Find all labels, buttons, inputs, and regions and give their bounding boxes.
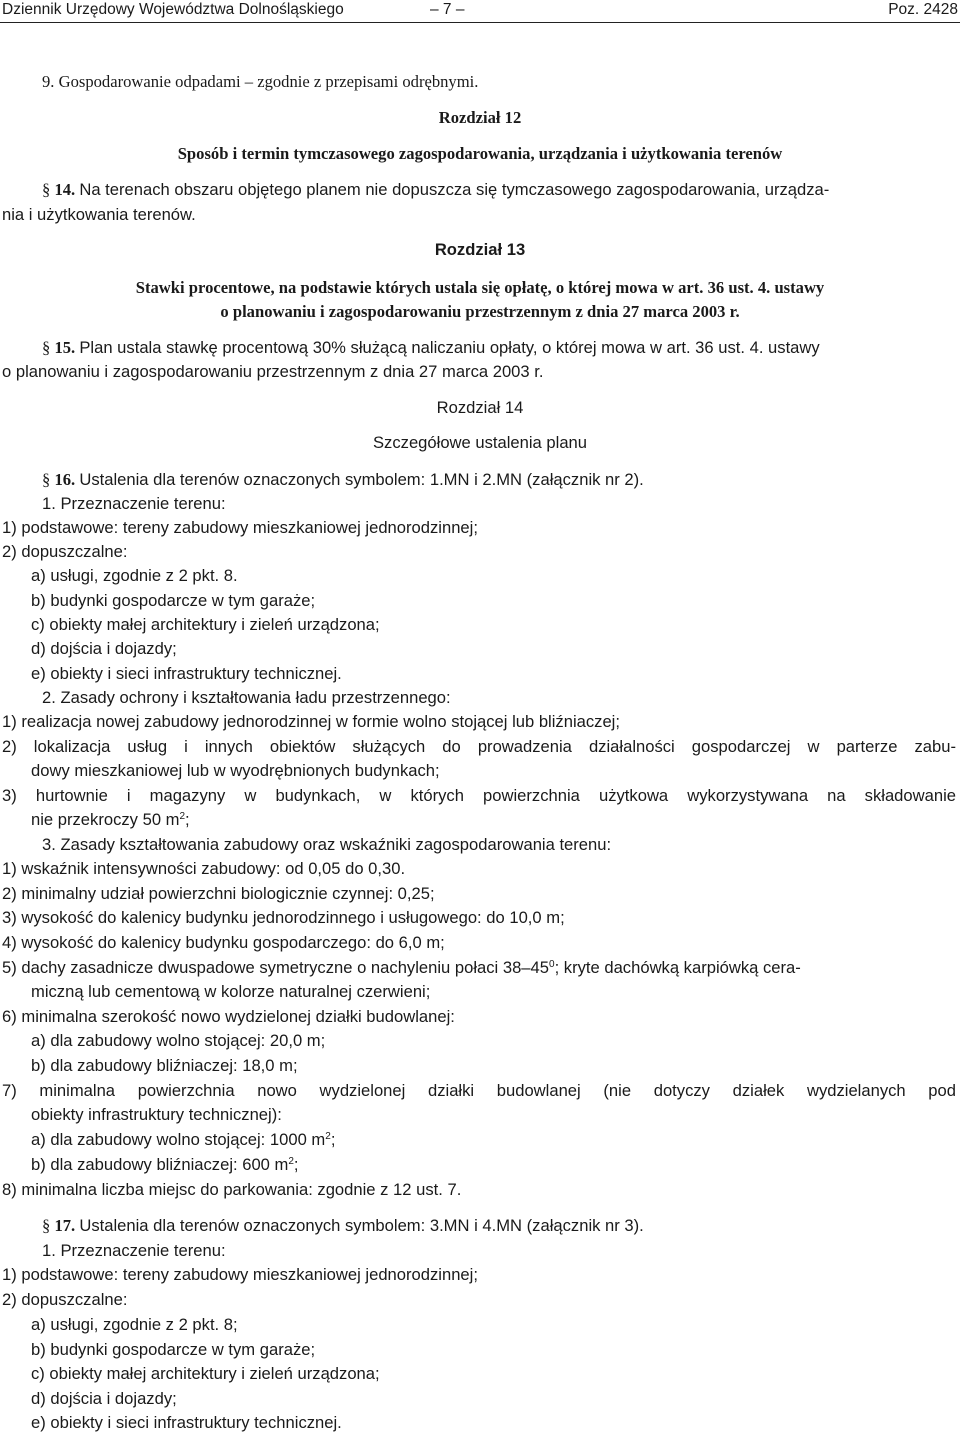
list-item: a) dla zabudowy wolno stojącej: 20,0 m; [31,1031,326,1050]
list-item: c) obiekty małej architektury i zieleń urządzona; [31,615,380,634]
chapter-14-title: Rozdział 14 [436,398,524,417]
section-symbol: § [42,338,51,357]
item-9: 9. Gospodarowanie odpadami – zgodnie z przepisami odrębnymi. [42,72,479,91]
list-item: e) obiekty i sieci infrastruktury technicznej. [31,664,342,683]
list-item: 1) realizacja nowej zabudowy jednorodzinnej w formie wolno stojącej lub bliźniaczej; [2,712,620,731]
list-item: 2) lokalizacja usług i innych obiektów służących do prowadzenia działalności gospodarczej w parterze zabu- [2,737,956,756]
list-item: 4) wysokość do kalenicy budynku gospodarczego: do 6,0 m; [2,933,445,952]
list-item: 1) podstawowe: tereny zabudowy mieszkaniowej jednorodzinnej; [2,518,478,537]
chapter-13-subtitle-line-2: o planowaniu i zagospodarowaniu przestrzennym z dnia 27 marca 2003 r. [220,302,740,321]
list-item: obiekty infrastruktury technicznej): [31,1105,282,1124]
list-item: 5) dachy zasadnicze dwuspadowe symetryczne o nachyleniu połaci $38-45^0$; kryte dachówką karpiówką cera- [2,958,801,977]
list-item: 1) wskaźnik intensywności zabudowy: od 0,05 do 0,30. [2,859,406,878]
chapter-13-title: Rozdział 13 [434,240,526,259]
list-item: d) dojścia i dojazdy; [31,1389,177,1408]
list-item: miczną lub cementową w kolorze naturalnej czerwieni; [31,982,431,1001]
section-text: Ustalenia dla terenów oznaczonych symbolem: 1.MN i 2.MN (załącznik nr 2). [79,470,644,489]
chapter-12-title: Rozdział 12 [438,108,522,127]
section-14 [42,180,829,200]
list-item: 2) dopuszczalne: [2,542,128,561]
section-15-continued: o planowaniu i zagospodarowaniu przestrzennym z dnia 27 marca 2003 r. [2,362,544,381]
list-item: c) obiekty małej architektury i zieleń urządzona; [31,1364,380,1383]
list-item: 7) minimalna powierzchnia nowo wydzielonej działki budowlanej (nie dotyczy działek wydzielanych pod [2,1081,956,1100]
list-item: 8) minimalna liczba miejsc do parkowania: zgodnie z 12 ust. 7. [2,1180,462,1199]
list-item: 6) minimalna szerokość nowo wydzielonej działki budowlanej: [2,1007,455,1026]
list-item: b) budynki gospodarcze w tym garaże; [31,1340,316,1359]
section-number: 17. [54,1216,76,1235]
list-item: 1. Przeznaczenie terenu: [42,1241,226,1260]
list-item: 2) minimalny udział powierzchni biologicznie czynnej: 0,25; [2,884,435,903]
section-text: Ustalenia dla terenów oznaczonych symbolem: 3.MN i 4.MN (załącznik nr 3). [79,1216,644,1235]
list-item: dowy mieszkaniowej lub w wyodrębnionych budynkach; [31,761,440,780]
list-item: a) dla zabudowy wolno stojącej: 1000 $m^2$; [31,1130,336,1149]
chapter-12-subtitle: Sposób i termin tymczasowego zagospodarowania, urządzania i użytkowania terenów [177,144,783,163]
list-item: e) obiekty i sieci infrastruktury technicznej. [31,1413,342,1432]
list-item: b) budynki gospodarcze w tym garaże; [31,591,316,610]
list-item: a) usługi, zgodnie z 2 pkt. 8. [31,566,238,585]
journal-title: Dziennik Urzędowy Województwa Dolnośląskiego [2,1,344,18]
list-item: 1) podstawowe: tereny zabudowy mieszkaniowej jednorodzinnej; [2,1265,478,1284]
list-item: b) dla zabudowy bliźniaczej: 600 $m^2$; [31,1155,299,1174]
list-item: 3) hurtownie i magazyny w budynkach, w których powierzchnia użytkowa wykorzystywana na składowanie [2,786,956,805]
section-text: Plan ustala stawkę procentową 30% służącą naliczaniu opłaty, o której mowa w art. 36 ust. 4. ustawy [79,338,820,357]
list-item: 3. Zasady kształtowania zabudowy oraz wskaźniki zagospodarowania terenu: [42,835,612,854]
section-16 [42,470,644,490]
list-item: 3) wysokość do kalenicy budynku jednorodzinnego i usługowego: do 10,0 m; [2,908,565,927]
list-item: d) dojścia i dojazdy; [31,639,177,658]
section-symbol: § [42,1216,51,1235]
position-number: Poz. 2428 [888,1,958,18]
section-17 [42,1216,644,1236]
page-number: – 7 – [430,1,465,18]
page-header [0,0,960,23]
chapter-14-subtitle: Szczegółowe ustalenia planu [372,433,588,452]
list-item: a) usługi, zgodnie z 2 pkt. 8; [31,1315,238,1334]
list-item: 2. Zasady ochrony i kształtowania ładu przestrzennego: [42,688,451,707]
list-item: 1. Przeznaczenie terenu: [42,494,226,513]
section-number: 16. [54,470,76,489]
section-number: 14. [54,180,76,199]
chapter-13-subtitle-line-1: Stawki procentowe, na podstawie których ustala się opłatę, o której mowa w art. 36 ust. 4. ustawy [135,278,825,297]
section-14-continued: nia i użytkowania terenów. [2,205,196,224]
section-symbol: § [42,470,51,489]
list-item: 2) dopuszczalne: [2,1290,128,1309]
list-item: b) dla zabudowy bliźniaczej: 18,0 m; [31,1056,298,1075]
list-item: nie przekroczy 50 $m^2$; [31,810,190,829]
section-number: 15. [54,338,76,357]
section-text: Na terenach obszaru objętego planem nie dopuszcza się tymczasowego zagospodarowania, urządza- [79,180,830,199]
section-symbol: § [42,180,51,199]
section-15 [42,338,820,358]
